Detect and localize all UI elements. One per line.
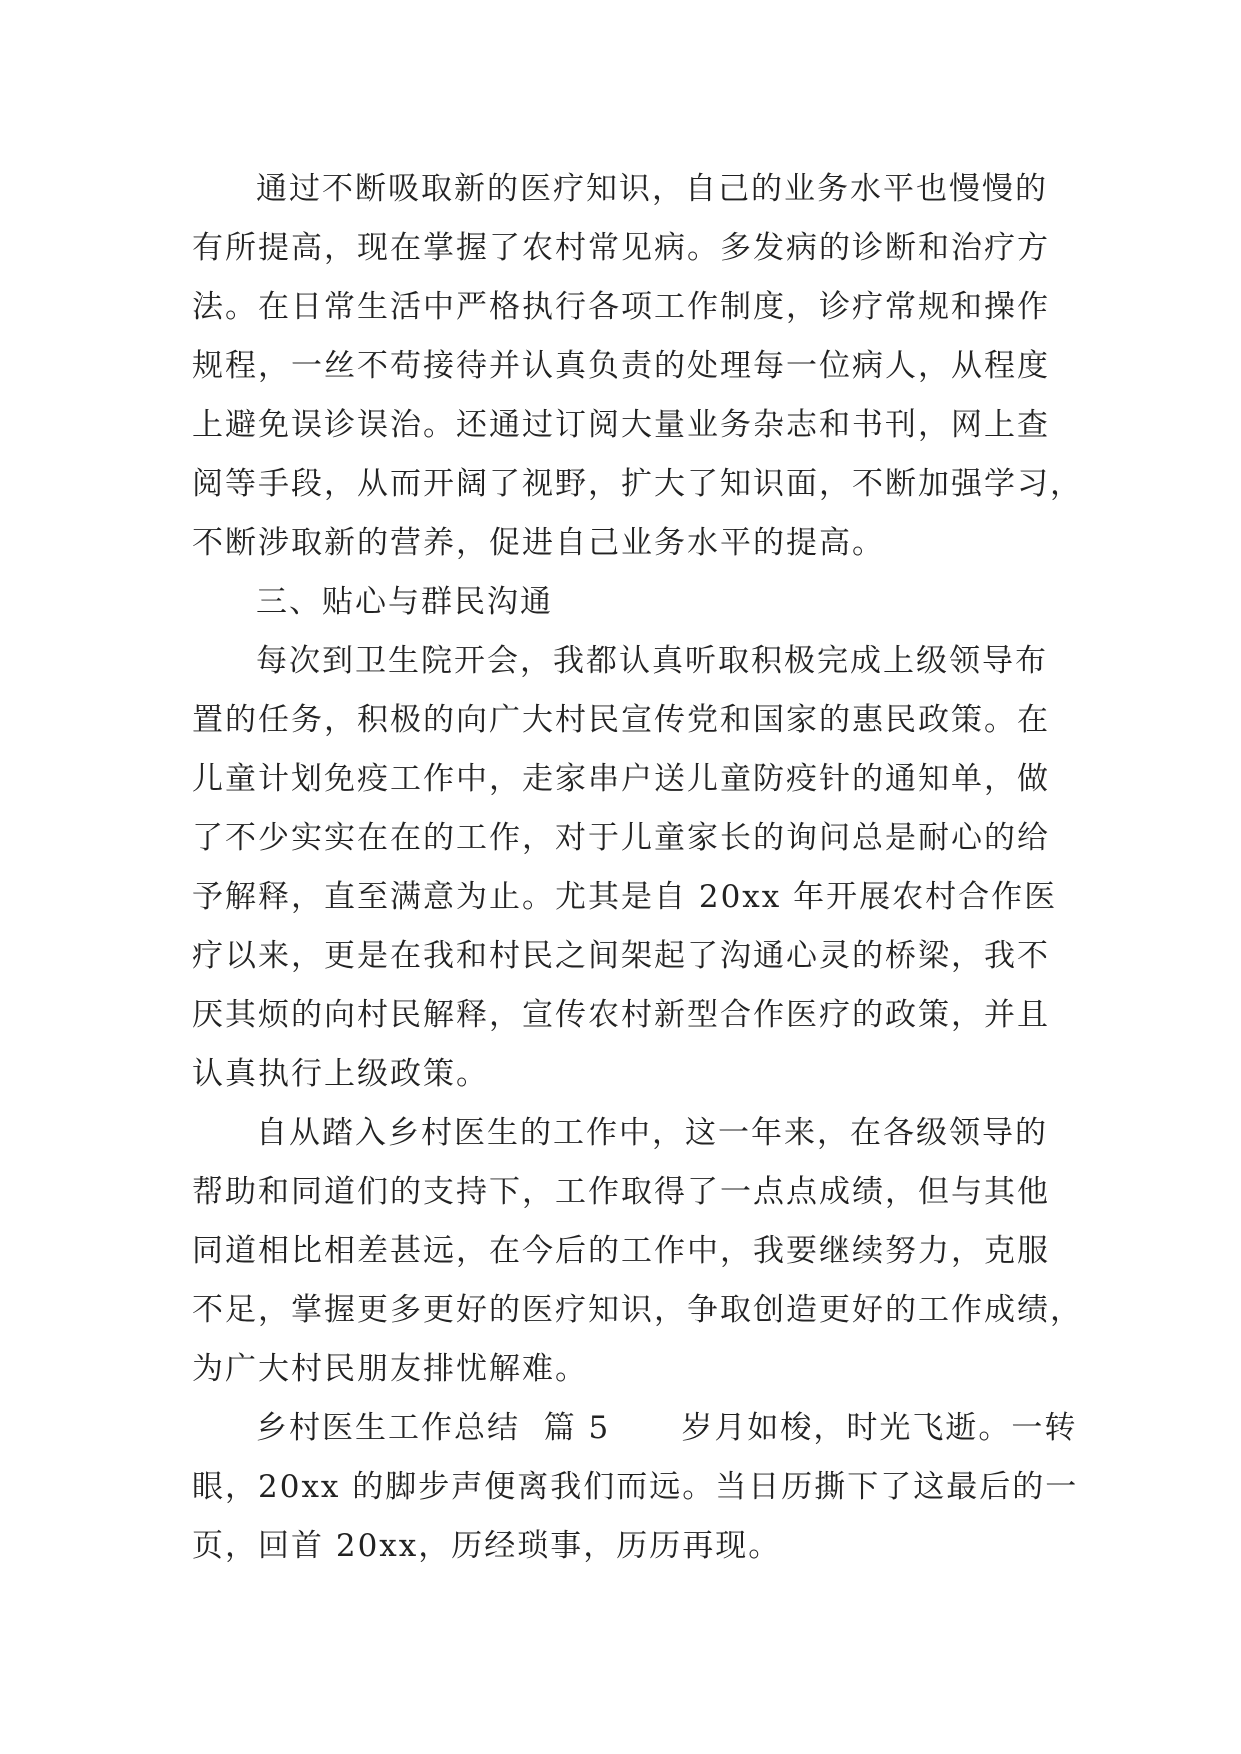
text-line: 同道相比相差甚远，在今后的工作中，我要继续努力，克服: [192, 1233, 1050, 1269]
text-line: 眼，20xx 的脚步声便离我们而远。当日历撕下了这最后的一: [192, 1469, 1079, 1505]
section-heading: [192, 573, 1052, 632]
text-line: 为广大村民朋友排忧解难。: [192, 1351, 588, 1387]
text-line: 了不少实实在在的工作，对于儿童家长的询问总是耐心的给: [192, 820, 1050, 856]
text-line: 有所提高，现在掌握了农村常见病。多发病的诊断和治疗方: [192, 230, 1050, 266]
text-line: 阅等手段，从而开阔了视野，扩大了知识面，不断加强学习，: [192, 466, 1083, 502]
document-body: [192, 160, 1083, 1576]
text-line: 乡村医生工作总结 篇 5 岁月如梭，时光飞逝。一转: [256, 1410, 1078, 1446]
paragraph: [192, 1104, 1083, 1399]
text-line: 通过不断吸取新的医疗知识，自己的业务水平也慢慢的: [256, 171, 1048, 207]
paragraph: [192, 1399, 1079, 1576]
paragraph: [192, 632, 1058, 1104]
text-line: 置的任务，积极的向广大村民宣传党和国家的惠民政策。在: [192, 702, 1050, 738]
text-line: 不断涉取新的营养，促进自己业务水平的提高。: [192, 525, 885, 561]
text-line: 规程，一丝不苟接待并认真负责的处理每一位病人，从程度: [192, 348, 1050, 384]
text-line: 自从踏入乡村医生的工作中，这一年来，在各级领导的: [256, 1115, 1048, 1151]
paragraph: [192, 160, 1083, 573]
heading-text: 三、贴心与群民沟通: [256, 584, 553, 620]
text-line: 帮助和同道们的支持下，工作取得了一点点成绩，但与其他: [192, 1174, 1050, 1210]
text-line: 厌其烦的向村民解释，宣传农村新型合作医疗的政策，并且: [192, 997, 1050, 1033]
text-line: 每次到卫生院开会，我都认真听取积极完成上级领导布: [256, 643, 1048, 679]
text-line: 认真执行上级政策。: [192, 1056, 489, 1092]
text-line: 上避免误诊误治。还通过订阅大量业务杂志和书刊，网上查: [192, 407, 1050, 443]
text-line: 不足，掌握更多更好的医疗知识，争取创造更好的工作成绩，: [192, 1292, 1083, 1328]
text-line: 予解释，直至满意为止。尤其是自 20xx 年开展农村合作医: [192, 879, 1058, 915]
text-line: 儿童计划免疫工作中，走家串户送儿童防疫针的通知单，做: [192, 761, 1050, 797]
text-line: 法。在日常生活中严格执行各项工作制度，诊疗常规和操作: [192, 289, 1050, 325]
text-line: 页，回首 20xx，历经琐事，历历再现。: [192, 1528, 782, 1564]
text-line: 疗以来，更是在我和村民之间架起了沟通心灵的桥梁，我不: [192, 938, 1050, 974]
